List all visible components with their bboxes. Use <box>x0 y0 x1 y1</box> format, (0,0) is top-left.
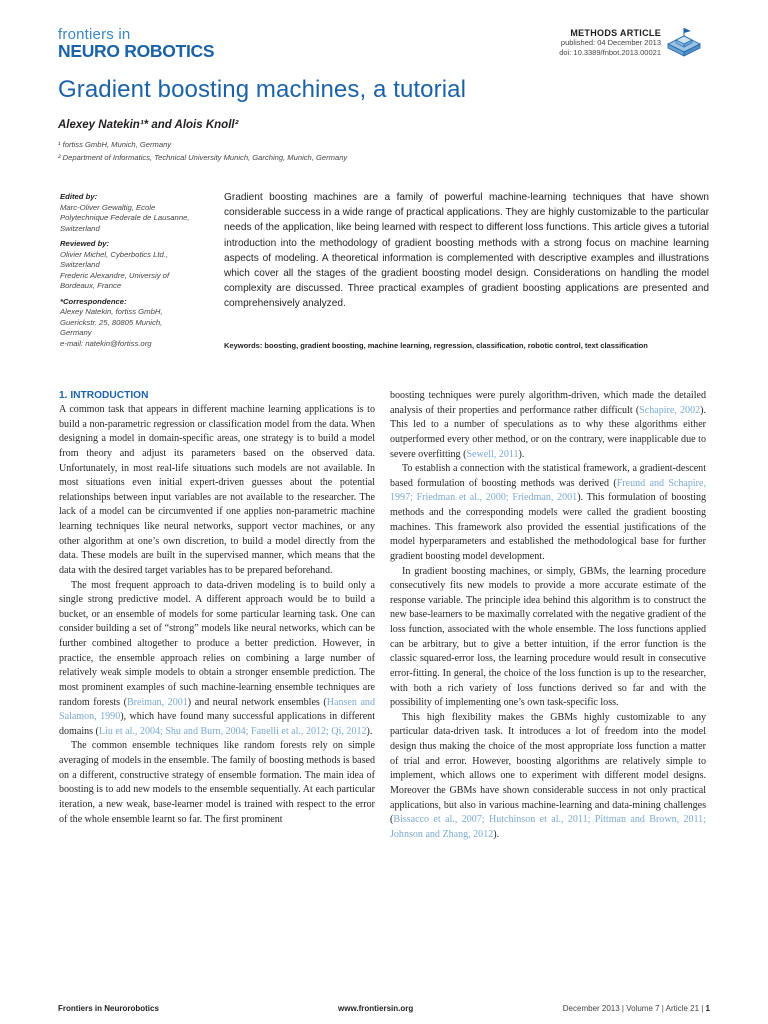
editorial-sidebar <box>60 192 195 354</box>
journal-emblem-icon <box>664 24 704 64</box>
section-heading: 1. INTRODUCTION <box>59 390 149 401</box>
article-meta <box>559 28 661 57</box>
article-type: METHODS ARTICLE <box>570 28 661 38</box>
affiliation-1: ¹ fortiss GmbH, Munich, Germany <box>58 140 172 149</box>
doi[interactable]: doi: 10.3389/fnbot.2013.00021 <box>559 47 661 57</box>
page-footer <box>58 1004 710 1018</box>
footer-issue-info <box>563 1004 710 1013</box>
edited-by-heading: Edited by: <box>60 192 98 201</box>
published-date: published: 04 December 2013 <box>560 38 661 47</box>
keywords: Keywords: boosting, gradient boosting, machine learning, regression, classification, robotic control, text classification <box>224 341 648 350</box>
correspondence-address: Alexey Natekin, fortiss GmbH, Guerickstr. 25, 80805 Munich, Germany <box>60 307 163 337</box>
paragraph: This high flexibility makes the GBMs highly customizable to any particular data-driven task. It introduces a lot of freedom into the model design thus making the choice of the most appropriate loss function a matter of trial and error. However, boosting algorithms are relatively simple to implement, which allows one to experiment with different model designs. Moreover the GBMs have shown considerable success in not only practical applications, but also in various machine-learning and data-mining challenges (Bissacco et al., 2007; Hutchinson et al., 2011; Pittman and Brown, 2011; Johnson and Zhang, 2012). <box>390 711 706 840</box>
paragraph: The most frequent approach to data-driven modeling is to build only a single strong predictive model. A different approach would be to build a bucket, or an ensemble of models for some particular learning task. One can consider building a set of “strong” models like neural networks, which can be further combined altogether to produce a better prediction. However, in practice, the ensemble approach relies on combining a large number of relatively weak simple models to obtain a stronger ensemble prediction. The most prominent examples of such machine-learning ensemble techniques are random forests (Breiman, 2001) and neural network ensembles (Hansen and Salamon, 1990), which have found many successful applications in different domains (Liu et al., 2004; Shu and Burn, 2004; Fanelli et al., 2012; Qi, 2012). <box>59 579 375 737</box>
abstract: Gradient boosting machines are a family of powerful machine-learning techniques that have shown considerable success in a wide range of practical applications. They are highly customizable to the particular needs of the application, like being learned with respect to different loss functions. This article gives a tutorial introduction into the methodology of gradient boosting methods with a strong focus on machine learning aspects of modeling. A theoretical information is complemented with descriptive examples and illustrations which cover all the stages of the gradient boosting model design. Considerations on handling the model complexity are discussed. Three practical examples of gradient boosting applications are presented and comprehensively analyzed. <box>224 192 709 310</box>
reviewer-1: Olivier Michel, Cyberbotics Ltd., Switzerland <box>60 249 169 269</box>
body-column-right <box>390 389 706 842</box>
reviewed-by-heading: Reviewed by: <box>60 239 110 248</box>
affiliation-2: ² Department of Informatics, Technical University Munich, Garching, Munich, Germany <box>58 152 348 162</box>
footer-issue: December 2013 | Volume 7 | Article 21 | <box>562 1004 704 1013</box>
journal-name-top: frontiers in <box>58 26 131 43</box>
paragraph: To establish a connection with the statistical framework, a gradient-descent based formulation of boosting methods was derived (Freund and Schapire, 1997; Friedman et al., 2000; Friedman, 2001). This formulation of boosting methods and the corresponding models were called the gradient boosting machines. This framework also provided the essential justifications of the model hyperparameters and established the methodological base for further gradient boosting model development. <box>390 463 707 562</box>
body-column-left <box>59 389 375 827</box>
footer-journal: Frontiers in Neurorobotics <box>58 1004 159 1013</box>
affiliations <box>58 139 347 164</box>
journal-name-bottom: NEURO ROBOTICS <box>58 41 215 61</box>
edited-by-text: Marc-Oliver Gewaltig, Ecole Polytechnique Federale de Lausanne, Switzerland <box>60 202 190 233</box>
correspondence-heading: *Correspondence: <box>60 296 127 306</box>
paragraph: A common task that appears in different machine learning applications is to build a non-parametric regression or classification model from the data. When designing a model in domain-specific areas, one strategy is to build a model from theory and adjust its parameters based on the observed data. Unfortunately, in most real-life situations such models are not available. In most situations even initial expert-driven guesses about the potential relationships between input variables are not available to the researcher. The lack of a model can be circumvented if one applies non-parametric machine learning techniques like neural networks, support vector machines, or any other algorithm at one’s own discretion, to build a model directly from the data. These models are built in the supervised manner, which means that the data with the desired target variables has to be prepared beforehand. <box>59 404 375 576</box>
page-number: 1 <box>705 1004 710 1013</box>
correspondence-email[interactable]: e-mail: natekin@fortiss.org <box>60 338 152 348</box>
paragraph: The common ensemble techniques like random forests rely on simple averaging of models in the ensemble. The family of boosting methods is based on a different, constructive strategy of ensemble formation. The main idea of boosting is to add new models to the ensemble sequentially. At each particular iteration, a new weak, base-learner model is trained with respect to the error of the whole ensemble learnt so far. The first prominent <box>59 740 375 825</box>
paragraph: In gradient boosting machines, or simply, GBMs, the learning procedure consecutively fits new models to provide a more accurate estimate of the response variable. The principle idea behind this algorithm is to construct the new base-learners to be maximally correlated with the negative gradient of the loss function, associated with the whole ensemble. The loss functions applied can be arbitrary, but to give a better intuition, if the error function is the classic squared-error loss, the learning procedure would result in consecutive error-fitting. In general, the choice of the loss function is up to the researcher, with both a rich variety of loss functions derived so far and with the possibility of implementing one’s own task-specific loss. <box>390 565 706 709</box>
journal-logo <box>58 27 228 60</box>
reviewer-2: Frederic Alexandre, Universiy of Bordeaux, France <box>60 270 170 290</box>
article-title: Gradient boosting machines, a tutorial <box>58 76 467 103</box>
paragraph: boosting techniques were purely algorithm-driven, which made the detailed analysis of their properties and performance rather difficult (Schapire, 2002). This led to a number of speculations as to why these algorithms either outperformed every other method, or on the contrary, were inapplicable due to severe overfitting (Sewell, 2011). <box>390 390 706 460</box>
author-list: Alexey Natekin¹* and Alois Knoll² <box>58 119 239 131</box>
footer-url[interactable]: www.frontiersin.org <box>338 1004 414 1013</box>
